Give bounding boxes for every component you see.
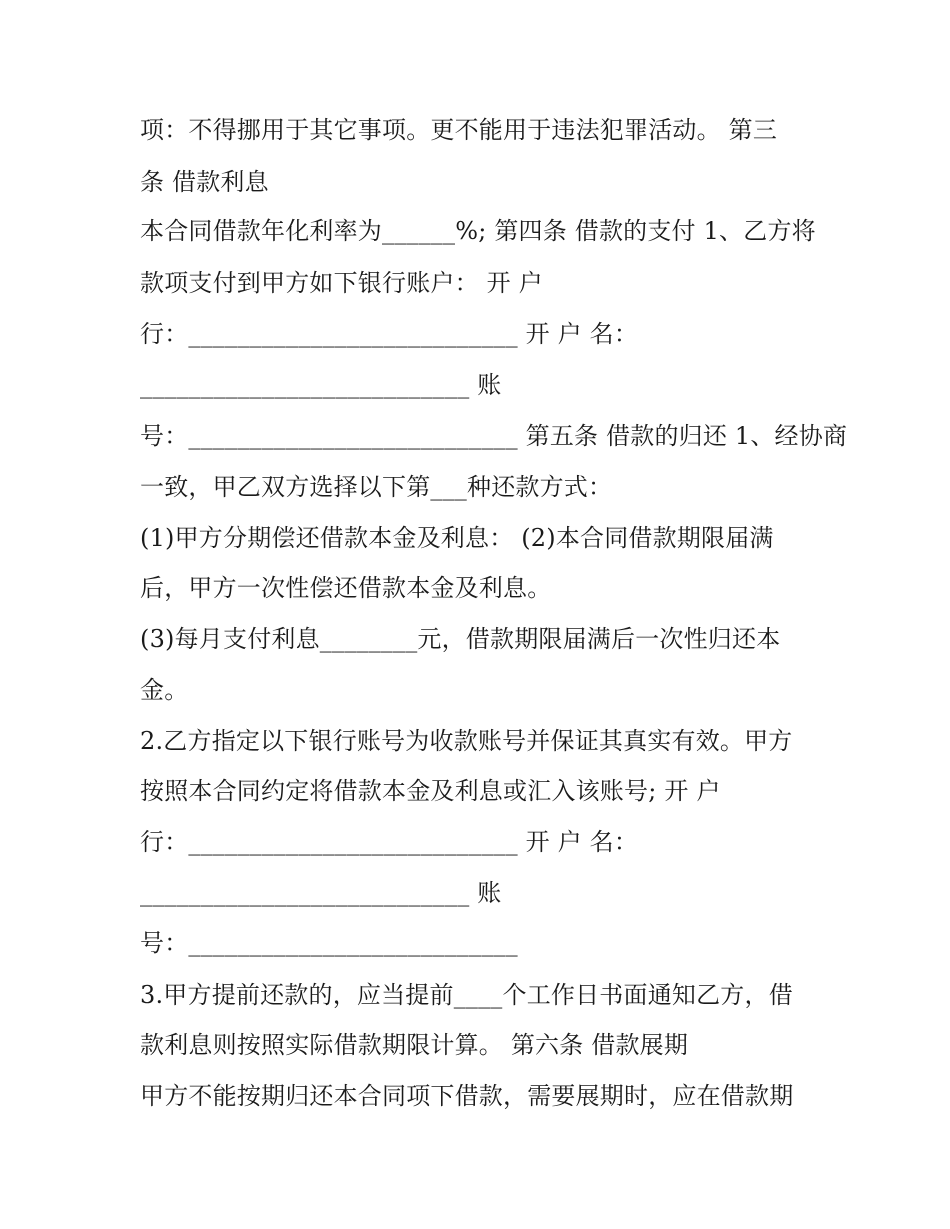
text-line: 甲方不能按期归还本合同项下借款，需要展期时，应在借款期 bbox=[140, 1082, 794, 1110]
text-line: 条 借款利息 bbox=[140, 168, 269, 196]
text-line: 本合同借款年化利率为______%; 第四条 借款的支付 1、乙方将 bbox=[140, 217, 816, 245]
text-line: ___________________________ 账 bbox=[140, 371, 502, 399]
text-line: 2.乙方指定以下银行账号为收款账号并保证其真实有效。甲方 bbox=[140, 727, 793, 755]
text-line: 项：不得挪用于其它事项。更不能用于违法犯罪活动。 第三 bbox=[140, 116, 778, 144]
text-line: 行：___________________________ 开 户 名： bbox=[140, 828, 639, 856]
text-line: 3.甲方提前还款的，应当提前____个工作日书面通知乙方，借 bbox=[140, 981, 793, 1009]
text-line: (3)每月支付利息________元，借款期限届满后一次性归还本 bbox=[140, 625, 781, 653]
text-line: 行：___________________________ 开 户 名： bbox=[140, 320, 639, 348]
text-line: 一致，甲乙双方选择以下第___种还款方式： bbox=[140, 473, 613, 501]
text-line: 金。 bbox=[140, 676, 189, 704]
text-line: 号：___________________________ bbox=[140, 929, 518, 957]
text-line: 按照本合同约定将借款本金及利息或汇入该账号; 开 户 bbox=[140, 777, 721, 805]
text-line: ___________________________ 账 bbox=[140, 879, 502, 907]
text-line: 号：___________________________ 第五条 借款的归还 1、经协商 bbox=[140, 422, 848, 450]
text-line: (1)甲方分期偿还借款本金及利息： (2)本合同借款期限届满 bbox=[140, 524, 774, 552]
text-line: 款项支付到甲方如下银行账户： 开 户 bbox=[140, 269, 543, 297]
text-line: 款利息则按照实际借款期限计算。 第六条 借款展期 bbox=[140, 1031, 689, 1059]
text-line: 后，甲方一次性偿还借款本金及利息。 bbox=[140, 574, 552, 602]
